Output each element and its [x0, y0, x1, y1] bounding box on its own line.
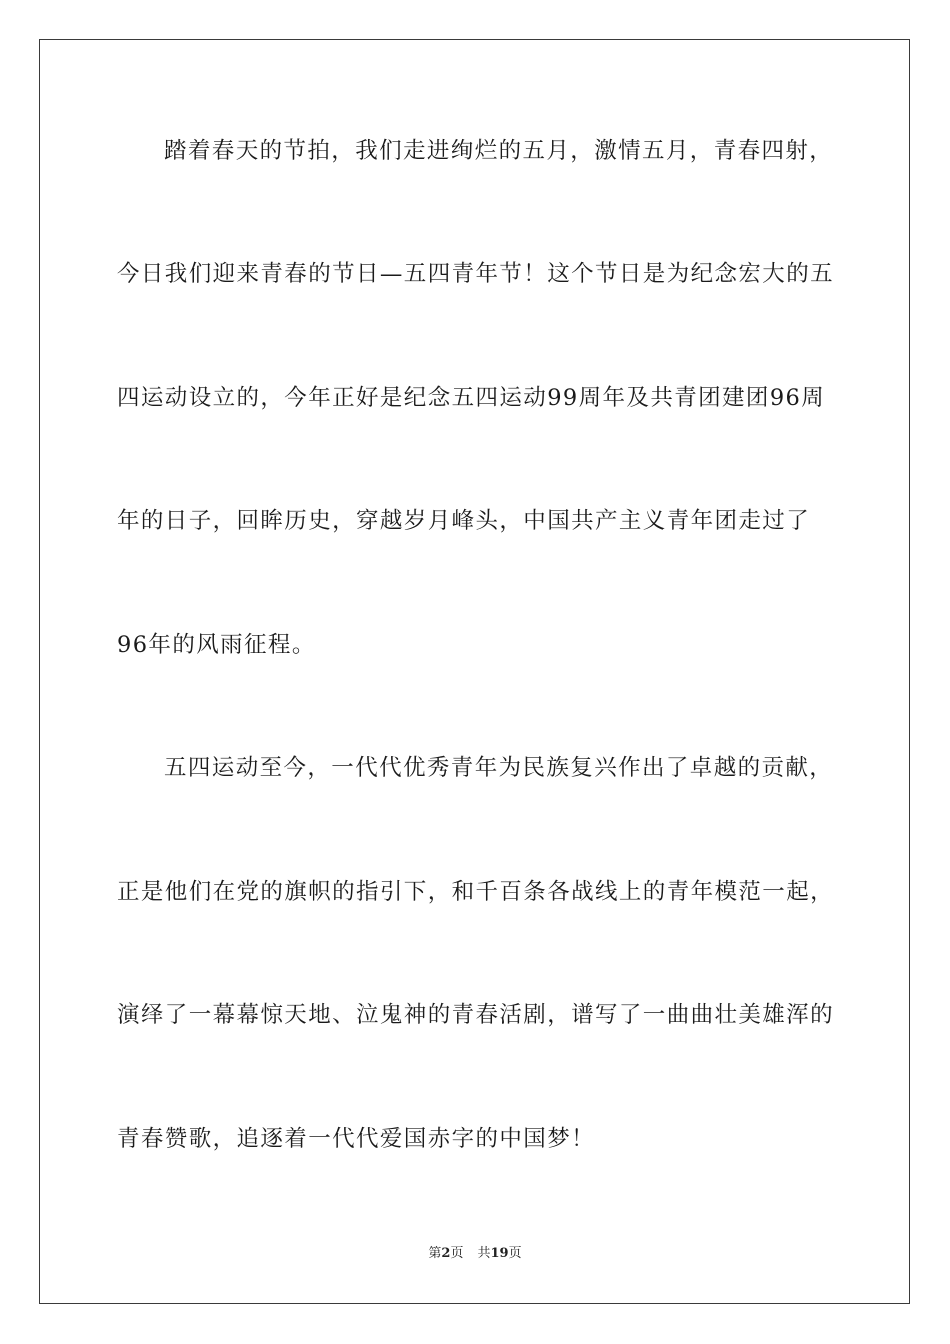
text-line: 五四运动至今，一代代优秀青年为民族复兴作出了卓越的贡献，: [164, 755, 834, 781]
total-suffix: 页: [508, 1246, 522, 1261]
page-prefix: 第: [428, 1246, 442, 1261]
text-line: 96年的风雨征程。: [117, 632, 316, 658]
text-line: 踏着春天的节拍，我们走进绚烂的五月，激情五月，青春四射，: [164, 138, 834, 164]
page-border: [39, 39, 910, 1304]
page-footer: [0, 1246, 950, 1262]
text-line: 年的日子，回眸历史，穿越岁月峰头，中国共产主义青年团走过了: [117, 508, 811, 534]
text-line: 青春赞歌，追逐着一代代爱国赤字的中国梦！: [117, 1126, 596, 1152]
text-line: 正是他们在党的旗帜的指引下，和千百条各战线上的青年模范一起，: [117, 879, 835, 905]
current-page-number: 2: [441, 1246, 451, 1261]
total-page-count: 19: [490, 1246, 509, 1261]
page-suffix: 页: [450, 1246, 464, 1261]
text-line: 今日我们迎来青春的节日—五四青年节！这个节日是为纪念宏大的五: [117, 261, 835, 287]
total-prefix: 共: [477, 1246, 491, 1261]
text-line: 四运动设立的，今年正好是纪念五四运动99周年及共青团建团96周: [117, 385, 826, 411]
text-line: 演绎了一幕幕惊天地、泣鬼神的青春活剧，谱写了一曲曲壮美雄浑的: [117, 1002, 835, 1028]
